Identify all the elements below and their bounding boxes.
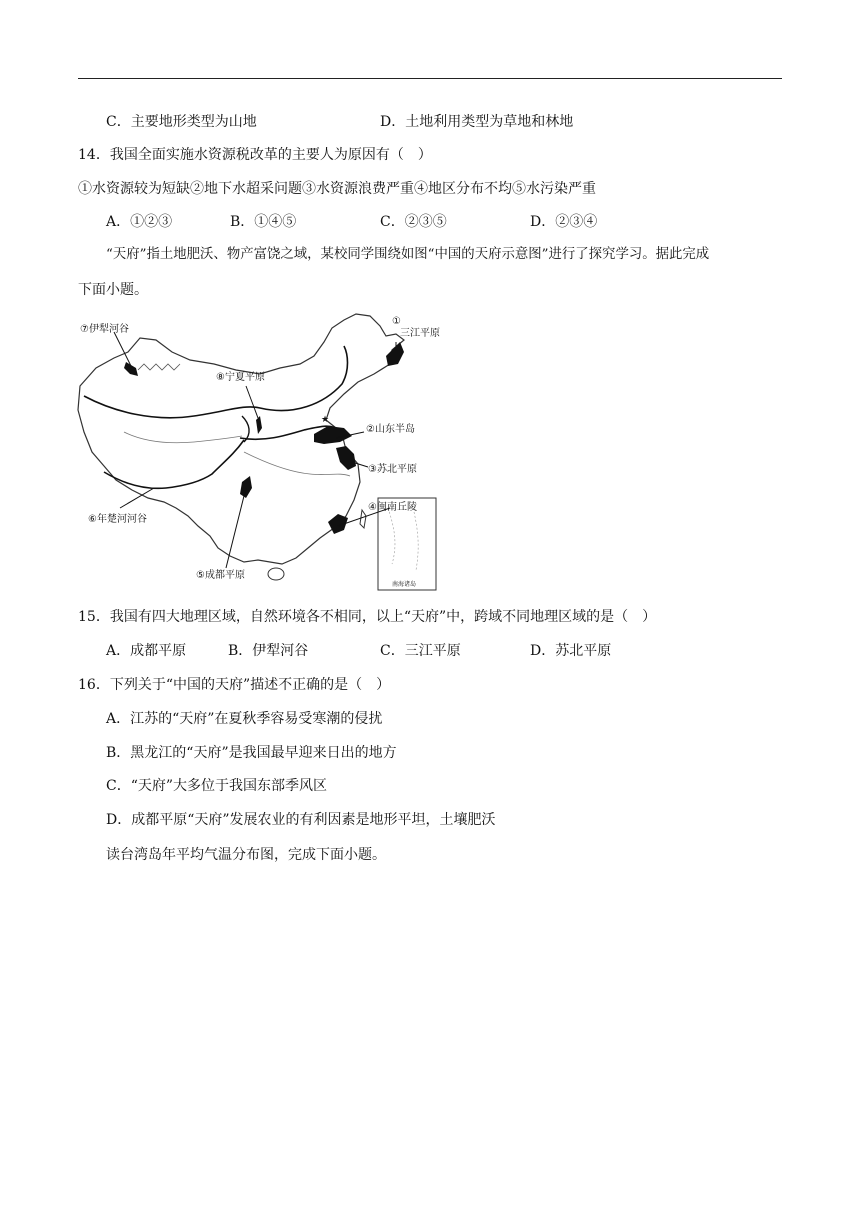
q14-option-d: D．②③④ xyxy=(530,214,598,230)
q14-option-c: C．②③⑤ xyxy=(380,214,447,230)
label-ningxia: ⑧宁夏平原 xyxy=(216,372,265,383)
q14-options xyxy=(0,212,860,232)
q13-options xyxy=(0,112,860,132)
q15-option-c: C．三江平原 xyxy=(380,643,461,659)
label-minnan: ④闽南丘陵 xyxy=(368,502,417,513)
label-yili: ⑦伊犁河谷 xyxy=(80,324,129,335)
label-chengdu: ⑤成都平原 xyxy=(196,570,245,581)
label-subei: ③苏北平原 xyxy=(368,464,417,475)
region-chengdu xyxy=(240,476,252,498)
label-inset: 南海诸岛 xyxy=(392,581,417,588)
label-nianchu: ⑥年楚河河谷 xyxy=(88,514,147,525)
header-rule xyxy=(78,78,782,79)
region-subei xyxy=(336,446,356,470)
q16-stem: 16．下列关于“中国的天府”描述不正确的是（ ） xyxy=(78,677,391,693)
q13-option-c: C．主要地形类型为山地 xyxy=(106,114,257,130)
region-ningxia xyxy=(256,416,262,434)
q15-stem: 15．我国有四大地理区域，自然环境各不相同，以上“天府”中，跨域不同地理区域的是（ ） xyxy=(78,609,657,625)
q15-option-b: B．伊犁河谷 xyxy=(228,643,309,659)
closing-instruction: 读台湾岛年平均气温分布图，完成下面小题。 xyxy=(106,847,386,863)
label-sanjiang: 三江平原 xyxy=(400,328,440,339)
label-shandong: ②山东半岛 xyxy=(366,424,415,435)
passage-line-2: 下面小题。 xyxy=(78,282,148,298)
passage-line-1: “天府”指土地肥沃、物产富饶之域，某校同学围绕如图“中国的天府示意图”进行了探究学习。据此完成 xyxy=(106,247,710,262)
q14-items: ①水资源较为短缺②地下水超采问题③水资源浪费严重④地区分布不均⑤水污染严重 xyxy=(78,181,596,197)
q14-option-b: B．①④⑤ xyxy=(230,214,297,230)
q16-option-c: C．“天府”大多位于我国东部季风区 xyxy=(106,778,328,794)
region-yili xyxy=(124,362,138,376)
q14-option-a: A．①②③ xyxy=(106,214,173,230)
svg-text:★: ★ xyxy=(321,415,330,425)
q15-options xyxy=(0,641,860,661)
q15-option-d: D．苏北平原 xyxy=(530,643,612,659)
label-sanjiang-num: ① xyxy=(392,316,401,327)
china-outline xyxy=(78,314,404,564)
region-shandong xyxy=(314,426,352,444)
q14-stem: 14．我国全面实施水资源税改革的主要人为原因有（ ） xyxy=(78,147,432,163)
q13-option-d: D．土地利用类型为草地和林地 xyxy=(380,114,574,130)
q15-option-a: A．成都平原 xyxy=(106,643,187,659)
china-tianfu-map xyxy=(74,312,450,594)
q16-option-b: B．黑龙江的“天府”是我国最早迎来日出的地方 xyxy=(106,745,397,761)
q16-option-d: D．成都平原“天府”发展农业的有利因素是地形平坦，土壤肥沃 xyxy=(106,812,496,828)
q16-option-a: A．江苏的“天府”在夏秋季容易受寒潮的侵扰 xyxy=(106,711,383,727)
region-sanjiang xyxy=(386,342,404,366)
